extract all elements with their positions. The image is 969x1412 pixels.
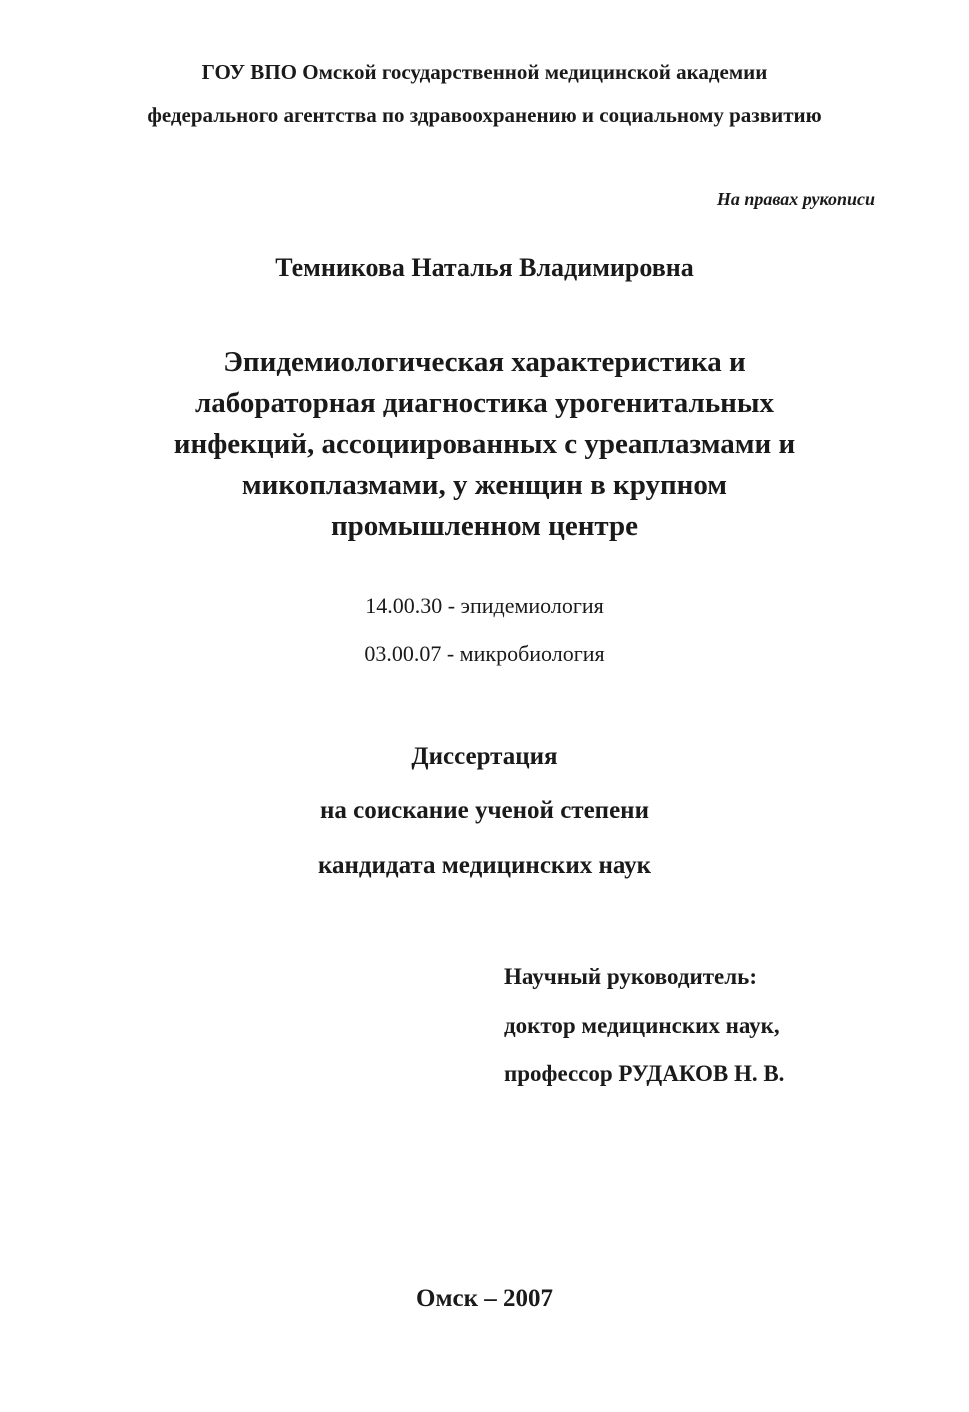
specialty-code: 03.00.07 - микробиология (364, 641, 605, 666)
author-name: Темникова Наталья Владимировна (275, 253, 694, 282)
dissertation-title (0, 342, 969, 547)
supervisor-label: Научный руководитель: (504, 964, 757, 989)
manuscript-note: На правах рукописи (716, 189, 875, 209)
institution-line-2: федерального агентства по здравоохранению и социальному развитию (147, 103, 822, 127)
title-line: микоплазмами, у женщин в крупном (241, 469, 728, 501)
degree-name: кандидата медицинских наук (317, 852, 652, 879)
title-line: лабораторная диагностика урогенитальных (194, 387, 775, 419)
supervisor-name: профессор РУДАКОВ Н. В. (504, 1061, 785, 1086)
institution-line-1: ГОУ ВПО Омской государственной медицинской академии (201, 60, 768, 84)
title-line: промышленном центре (330, 510, 639, 542)
supervisor-degree: доктор медицинских наук, (504, 1013, 780, 1038)
title-line: Эпидемиологическая характеристика и (223, 346, 746, 378)
title-line: инфекций, ассоциированных с уреаплазмами и (173, 428, 796, 460)
place-year: Омск – 2007 (416, 1285, 553, 1312)
specialty-code: 14.00.30 - эпидемиология (365, 593, 604, 618)
degree-purpose: на соискание ученой степени (320, 797, 649, 824)
dissertation-label: Диссертация (411, 743, 558, 770)
